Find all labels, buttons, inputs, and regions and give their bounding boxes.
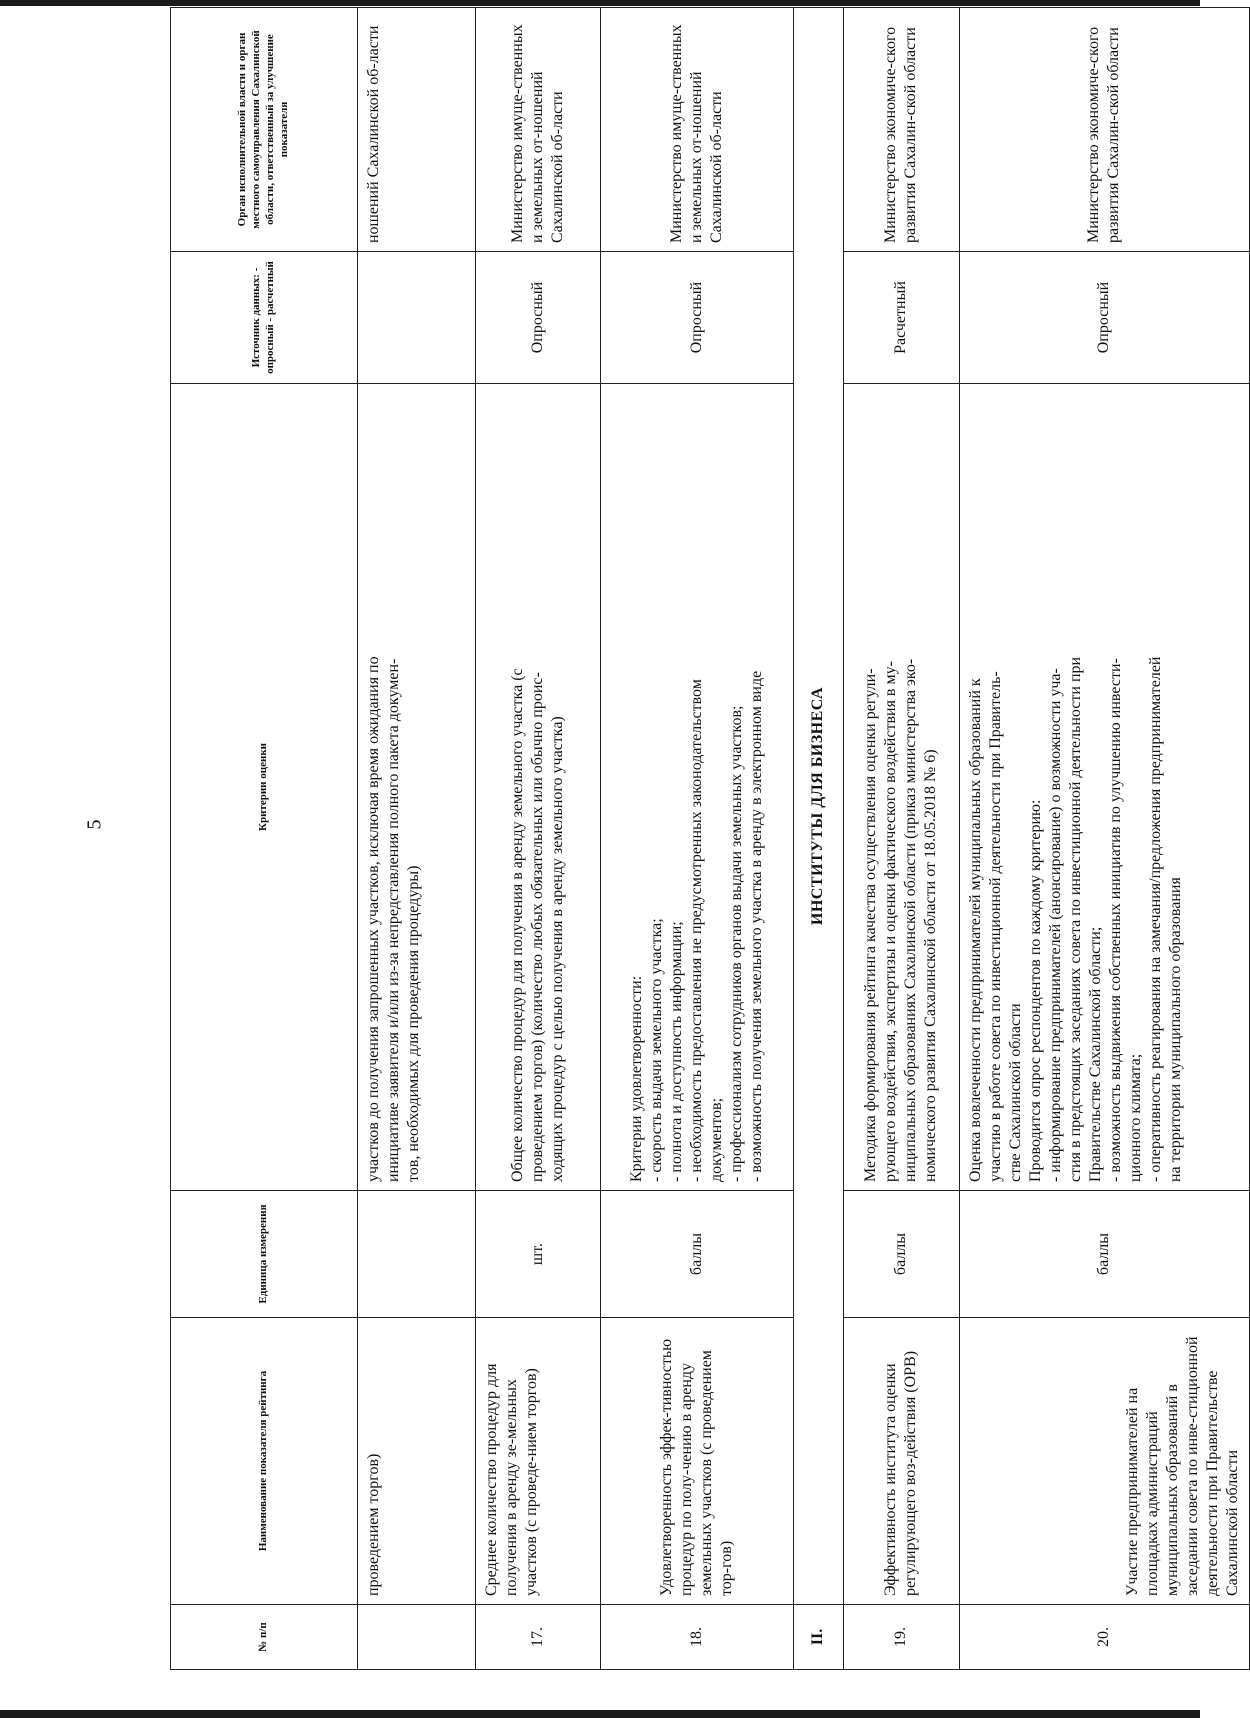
scan-edge-top <box>0 0 1200 6</box>
page-number: 5 <box>83 819 106 830</box>
header-unit: Единица измерения <box>171 1191 358 1318</box>
section-num: II. <box>793 1605 843 1670</box>
section-row <box>793 8 843 1670</box>
row-source: Расчетный <box>843 252 959 384</box>
criteria-line: - скорость выдачи земельного участка; <box>647 918 665 1182</box>
criteria-line: Методика формирования рейтинга качества осуществления оценки регули- <box>862 668 880 1182</box>
row-criteria <box>959 384 1249 1191</box>
header-criteria: Критерии оценки <box>171 384 358 1191</box>
row-name: Среднее количество процедур для получения в аренду зе-мельных участков (с проведе-нием торгов) <box>476 1318 601 1605</box>
criteria-line: Проводится опрос респондентов по каждому критерию: <box>1026 799 1044 1182</box>
criteria-line: на территории муниципального образования <box>1166 877 1184 1182</box>
criteria-line: Правительстве Сахалинской области; <box>1086 926 1104 1182</box>
criteria-line: - необходимость предоставления не предусмотренных законодательством <box>687 679 705 1182</box>
row-criteria <box>600 384 793 1191</box>
row-organ: Министерство экономиче-ского развития Сахалин-ской области <box>843 8 959 252</box>
criteria-line: проведением торгов) (количество любых обязательных или обычно проис- <box>529 672 547 1182</box>
row-unit: баллы <box>600 1191 793 1318</box>
row-name: Удовлетворенность эффек-тивностью процедур по полу-чению в аренду земельных участков (с проведением тор-гов) <box>600 1318 793 1605</box>
row-unit: баллы <box>843 1191 959 1318</box>
scan-edge-bottom <box>0 1710 1200 1718</box>
row-organ: Министерство имуще-ственных и земельных от-ношений Сахалинской об-ласти <box>476 8 601 252</box>
table-header-row <box>171 8 358 1670</box>
row-name: проведением торгов) <box>357 1318 475 1605</box>
row-num <box>357 1605 475 1670</box>
table-row <box>600 8 793 1670</box>
row-unit: шт. <box>476 1191 601 1318</box>
criteria-line: Оценка вовлеченности предпринимателей муниципальных образований к <box>966 678 984 1182</box>
row-source: Опросный <box>476 252 601 384</box>
rotated-sheet <box>170 24 1250 1670</box>
header-num: № п/п <box>171 1605 358 1670</box>
section-title: ИНСТИТУТЫ ДЛЯ БИЗНЕСА <box>793 8 843 1605</box>
row-num: 17. <box>476 1605 601 1670</box>
rating-table <box>170 7 1250 1670</box>
criteria-line: стия в предстоящих заседаниях совета по инвестиционной деятельности при <box>1066 656 1084 1182</box>
criteria-line: Критерии удовлетворенности: <box>627 975 645 1182</box>
row-unit: баллы <box>959 1191 1249 1318</box>
header-organ: Орган исполнительной власти и орган местного самоуправления Сахалинской области, ответственный за улучшение показателя <box>171 8 358 252</box>
table-row <box>476 8 601 1670</box>
header-name: Наименование показателя рейтинга <box>171 1318 358 1605</box>
criteria-line: участию в работе совета по инвестиционной деятельности при Правитель- <box>986 671 1004 1182</box>
criteria-line: участков до получения запрошенных участков, исключая время ожидания по <box>364 656 382 1182</box>
row-organ: ношений Сахалинской об-ласти <box>357 8 475 252</box>
row-organ: Министерство имуще-ственных и земельных от-ношений Сахалинской об-ласти <box>600 8 793 252</box>
row-criteria <box>843 384 959 1191</box>
row-num: 18. <box>600 1605 793 1670</box>
row-organ: Министерство экономиче-ского развития Сахалин-ской области <box>959 8 1249 252</box>
row-name: Участие предпринимателей на площадках администраций муниципальных образований в заседании совета по инве-стиционной деятельности при Правительстве Сахалинской области <box>959 1318 1249 1605</box>
table-row <box>959 8 1249 1670</box>
row-num: 20. <box>959 1605 1249 1670</box>
criteria-line: - полнота и доступность информации; <box>667 921 685 1182</box>
criteria-line: ходящих процедур с целью получения в аренду земельного участка) <box>549 716 567 1182</box>
criteria-line: - профессионализм сотрудников органов выдачи земельных участков; <box>727 705 745 1182</box>
criteria-line: - возможность получения земельного участка в аренду в электронном виде <box>747 670 765 1182</box>
row-criteria <box>476 384 601 1191</box>
row-name: Эффективность института оценки регулирующего воз-действия (ОРВ) <box>843 1318 959 1605</box>
table-row <box>843 8 959 1670</box>
criteria-line: инициативе заявителя и/или из-за непредставления полного пакета докумен- <box>384 658 402 1182</box>
row-source: Опросный <box>600 252 793 384</box>
criteria-line: тов, необходимых для проведения процедуры) <box>404 865 422 1182</box>
row-source: Опросный <box>959 252 1249 384</box>
header-source: Источник данных: - опросный - расчетный <box>171 252 358 384</box>
criteria-line: стве Сахалинской области <box>1006 1003 1024 1182</box>
criteria-line: ционного климата; <box>1126 1053 1144 1182</box>
row-num: 19. <box>843 1605 959 1670</box>
row-criteria <box>357 384 475 1191</box>
criteria-line: документов; <box>707 1097 725 1182</box>
row-source <box>357 252 475 384</box>
criteria-line: - информирование предпринимателей (анонсирование) о возможности уча- <box>1046 668 1064 1182</box>
table-row <box>357 8 475 1670</box>
criteria-line: Общее количество процедур для получения в аренду земельного участка (с <box>509 668 527 1182</box>
criteria-line: - оперативность реагирования на замечания/предложения предпринимателей <box>1146 656 1164 1182</box>
criteria-line: - возможность выдвижения собственных инициатив по улучшению инвести- <box>1106 658 1124 1182</box>
criteria-line: рующего воздействия, экспертизы и оценки фактического воздействия в му- <box>882 661 900 1182</box>
criteria-line: ниципальных образованиях Сахалинской области (приказ министерства эко- <box>902 658 920 1182</box>
criteria-line: номического развития Сахалинской области от 18.05.2018 № 6) <box>922 749 940 1182</box>
row-unit <box>357 1191 475 1318</box>
